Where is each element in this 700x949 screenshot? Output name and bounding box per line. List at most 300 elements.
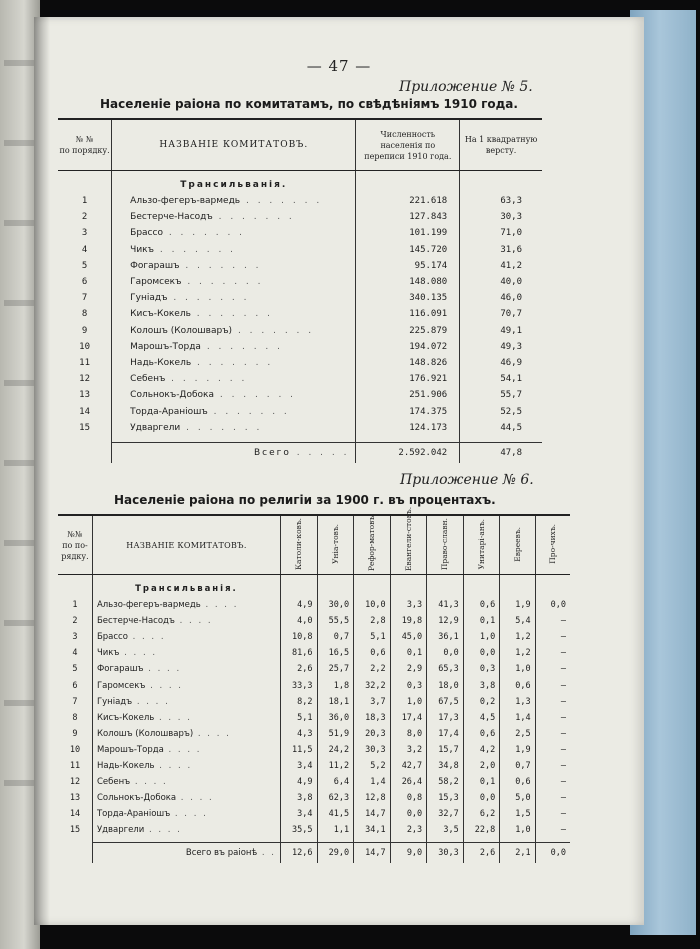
percent-value: 2,5	[500, 726, 535, 742]
percent-value: 0,8	[390, 790, 427, 806]
density-value: 49,3	[500, 341, 522, 352]
county-name-cell: Удваргели . . . .	[92, 822, 280, 838]
percent-value: 1,2	[500, 645, 535, 661]
table-row	[58, 242, 542, 258]
percent-value: 3,7	[354, 694, 391, 710]
county-name-cell: Надь-Кокель . . . .	[92, 758, 280, 774]
percent-value: 5,4	[500, 613, 535, 629]
total-percent-value: 30,3	[427, 843, 464, 864]
percent-value: 6,4	[317, 774, 354, 790]
county-name: Марошъ-Торда	[130, 341, 201, 352]
county-name: Гаромсекъ	[130, 277, 182, 288]
percent-value: 34,1	[354, 822, 391, 838]
percent-value: 1,3	[500, 694, 535, 710]
county-name-cell: Колошъ (Колошваръ) . . . . . . .	[112, 323, 356, 339]
percent-value: 41,3	[427, 597, 464, 613]
county-name-cell: Бестерче-Насодъ . . . . . . .	[112, 209, 356, 225]
table-row	[58, 306, 542, 322]
table-row	[58, 661, 570, 677]
percent-value: —	[560, 680, 566, 691]
county-name: Гуніадъ	[130, 293, 168, 304]
percent-value: 1,0	[390, 694, 427, 710]
appendix-6-label: Приложение № 6.	[400, 472, 534, 488]
population-value: 95.174	[356, 258, 460, 274]
population-value: 124.173	[356, 420, 460, 436]
percent-value: 1,5	[500, 806, 535, 822]
county-name-cell: Брассо . . . . . . .	[112, 225, 356, 241]
percent-value: 4,9	[280, 597, 317, 613]
percent-value: 51,9	[317, 726, 354, 742]
density-value: 63,3	[500, 196, 522, 207]
county-name: Колошъ (Колошваръ)	[130, 325, 233, 336]
percent-value: 32,2	[354, 677, 391, 693]
county-name-cell: Сольнокъ-Добока . . . .	[92, 790, 280, 806]
religion-column-label: Уніа-товъ.	[330, 524, 340, 564]
table-row	[58, 806, 570, 822]
percent-value: 25,7	[317, 661, 354, 677]
percent-value: 20,3	[354, 726, 391, 742]
percent-value: 67,5	[427, 694, 464, 710]
table-row	[58, 822, 570, 838]
county-name-cell: Торда-Араніошъ . . . .	[92, 806, 280, 822]
percent-value: 4,9	[280, 774, 317, 790]
county-name-cell: Фогарашъ . . . .	[92, 661, 280, 677]
density-value: 71,0	[500, 228, 522, 239]
percent-value: 58,2	[427, 774, 464, 790]
percent-value: 32,7	[427, 806, 464, 822]
table-row	[58, 387, 542, 403]
density-value: 46,9	[500, 357, 522, 368]
table5-total-row: Всего . . . . . 2.592.042 47,8	[58, 442, 542, 463]
county-name: Марошъ-Торда	[96, 744, 164, 755]
county-name: Себенъ	[96, 777, 131, 788]
row-number: 12	[58, 774, 92, 790]
table-row	[58, 258, 542, 274]
county-name: Фогарашъ	[130, 260, 180, 271]
county-name-cell: Гаромсекъ . . . .	[92, 677, 280, 693]
county-name-cell: Чикъ . . . . . . .	[112, 242, 356, 258]
table-row	[58, 613, 570, 629]
county-name-cell: Гуніадъ . . . .	[92, 694, 280, 710]
percent-value: 2,3	[390, 822, 427, 838]
population-value: 116.091	[356, 306, 460, 322]
row-number: 3	[58, 225, 112, 241]
row-number: 15	[58, 420, 112, 436]
density-value: 49,1	[500, 325, 522, 336]
row-number: 10	[58, 742, 92, 758]
percent-value: 3,8	[463, 677, 500, 693]
population-value: 251.906	[356, 387, 460, 403]
county-name-cell: Сольнокъ-Добока . . . . . . .	[112, 387, 356, 403]
percent-value: 1,4	[354, 774, 391, 790]
row-number: 5	[58, 661, 92, 677]
percent-value: 65,3	[427, 661, 464, 677]
row-number: 12	[58, 371, 112, 387]
percent-value: 0,6	[463, 726, 500, 742]
row-number: 9	[58, 726, 92, 742]
county-name-cell: Марошъ-Торда . . . .	[92, 742, 280, 758]
percent-value: —	[560, 777, 566, 788]
percent-value: —	[560, 793, 566, 804]
population-value: 221.618	[356, 193, 460, 209]
percent-value: 0,1	[463, 613, 500, 629]
percent-value: —	[560, 712, 566, 723]
row-number: 7	[58, 694, 92, 710]
percent-value: 3,2	[390, 742, 427, 758]
percent-value: 1,1	[317, 822, 354, 838]
county-name-cell: Себенъ . . . . . . .	[112, 371, 356, 387]
percent-value: 1,0	[500, 661, 535, 677]
percent-value: —	[560, 825, 566, 836]
percent-value: 17,4	[390, 710, 427, 726]
percent-value: 8,2	[280, 694, 317, 710]
county-name-cell: Надь-Кокель . . . . . . .	[112, 355, 356, 371]
religion-column-label: Евангели-стовъ.	[403, 506, 413, 571]
percent-value: 17,4	[427, 726, 464, 742]
header-density: На 1 квадратную версту.	[460, 119, 542, 171]
total-percent-value: 2,6	[463, 843, 500, 864]
county-name: Чикъ	[96, 648, 120, 659]
percent-value: —	[560, 809, 566, 820]
percent-value: 11,2	[317, 758, 354, 774]
percent-value: 18,1	[317, 694, 354, 710]
table-row	[58, 290, 542, 306]
row-number: 10	[58, 339, 112, 355]
county-name: Брассо	[96, 632, 128, 643]
percent-value: 15,3	[427, 790, 464, 806]
row-number: 14	[58, 403, 112, 419]
row-number: 2	[58, 613, 92, 629]
population-value: 225.879	[356, 323, 460, 339]
population-value: 174.375	[356, 403, 460, 419]
percent-value: —	[560, 744, 566, 755]
percent-value: 0,0	[550, 600, 566, 611]
religion-column-header	[427, 515, 464, 575]
row-number: 15	[58, 822, 92, 838]
religion-column-header	[280, 515, 317, 575]
row-number: 11	[58, 355, 112, 371]
appendix-5-label: Приложение № 5.	[399, 79, 533, 95]
total-population: 2.592.042	[356, 442, 460, 463]
county-name: Сольнокъ-Добока	[130, 390, 214, 401]
density-value: 31,6	[500, 244, 522, 255]
table-row	[58, 403, 542, 419]
county-name-cell: Марошъ-Торда . . . . . . .	[112, 339, 356, 355]
percent-value: —	[560, 760, 566, 771]
percent-value: 10,0	[354, 597, 391, 613]
total-density: 47,8	[460, 442, 542, 463]
percent-value: 5,1	[354, 629, 391, 645]
religion-column-header	[463, 515, 500, 575]
table-row	[58, 597, 570, 613]
percent-value: 81,6	[280, 645, 317, 661]
row-number: 8	[58, 306, 112, 322]
table-row	[58, 274, 542, 290]
percent-value: 2,9	[390, 661, 427, 677]
county-name-cell: Фогарашъ . . . . . . .	[112, 258, 356, 274]
religion-column-label: Евреевъ.	[512, 526, 522, 562]
percent-value: 0,0	[463, 790, 500, 806]
header-number: №№ по по- рядку.	[58, 515, 92, 575]
percent-value: —	[560, 616, 566, 627]
percent-value: 12,8	[354, 790, 391, 806]
percent-value: 4,2	[463, 742, 500, 758]
county-name: Кисъ-Кокель	[96, 712, 155, 723]
header-number: № № по порядку.	[58, 119, 112, 171]
percent-value: 62,3	[317, 790, 354, 806]
row-number: 14	[58, 806, 92, 822]
percent-value: 0,1	[463, 774, 500, 790]
percent-value: 11,5	[280, 742, 317, 758]
county-name: Сольнокъ-Добока	[96, 793, 177, 804]
table5-title: Населеніе раіона по комитатамъ, по свѣдѣніямъ 1910 года.	[100, 97, 518, 111]
table-row	[58, 629, 570, 645]
row-number: 7	[58, 290, 112, 306]
religion-column-label: Рефор-матовъ.	[367, 513, 377, 571]
table-row	[58, 742, 570, 758]
county-name: Бестерче-Насодъ	[130, 212, 213, 223]
percent-value: 1,2	[500, 629, 535, 645]
density-value: 30,3	[500, 212, 522, 223]
county-name-cell: Кисъ-Кокель . . . .	[92, 710, 280, 726]
table-row	[58, 225, 542, 241]
percent-value: 19,8	[390, 613, 427, 629]
percent-value: 0,0	[427, 645, 464, 661]
percent-value: 16,5	[317, 645, 354, 661]
percent-value: 36,0	[317, 710, 354, 726]
religion-column-header	[317, 515, 354, 575]
county-name: Надь-Кокель	[130, 357, 192, 368]
table-row	[58, 645, 570, 661]
population-value: 340.135	[356, 290, 460, 306]
percent-value: 22,8	[463, 822, 500, 838]
percent-value: 4,3	[280, 726, 317, 742]
percent-value: 35,5	[280, 822, 317, 838]
percent-value: 0,7	[500, 758, 535, 774]
percent-value: 42,7	[390, 758, 427, 774]
percent-value: 0,6	[500, 677, 535, 693]
table-row	[58, 790, 570, 806]
percent-value: 1,8	[317, 677, 354, 693]
religion-column-label: Право-славн.	[440, 517, 450, 571]
county-name: Себенъ	[130, 374, 166, 385]
percent-value: 0,7	[317, 629, 354, 645]
table-row	[58, 355, 542, 371]
percent-value: —	[560, 648, 566, 659]
county-name: Колошъ (Колошваръ)	[96, 728, 194, 739]
county-name: Удваргели	[96, 825, 145, 836]
religion-column-label: Про-чихъ.	[548, 524, 558, 564]
row-number: 3	[58, 629, 92, 645]
table6-title: Населеніе раіона по религіи за 1900 г. въ процентахъ.	[114, 493, 496, 507]
percent-value: 17,3	[427, 710, 464, 726]
percent-value: 10,8	[280, 629, 317, 645]
percent-value: 34,8	[427, 758, 464, 774]
population-value: 145.720	[356, 242, 460, 258]
percent-value: —	[560, 728, 566, 739]
total-percent-value: 2,1	[500, 843, 535, 864]
percent-value: 5,2	[354, 758, 391, 774]
percent-value: 2,0	[463, 758, 500, 774]
row-number: 1	[58, 597, 92, 613]
percent-value: 3,5	[427, 822, 464, 838]
county-name-cell: Брассо . . . .	[92, 629, 280, 645]
county-name: Брассо	[130, 228, 163, 239]
percent-value: 2,6	[280, 661, 317, 677]
percent-value: 3,8	[280, 790, 317, 806]
county-name-cell: Колошъ (Колошваръ) . . . .	[92, 726, 280, 742]
population-value: 127.843	[356, 209, 460, 225]
percent-value: 1,9	[500, 742, 535, 758]
percent-value: 8,0	[390, 726, 427, 742]
percent-value: 1,0	[463, 629, 500, 645]
header-county-name: НАЗВАНІЕ КОМИТАТОВЪ.	[112, 119, 356, 171]
table6-total-row: Всего въ раіонѣ . . 12,6 29,0 14,7 9,0 30,3 2,6 2,1 0,0	[58, 843, 570, 864]
county-name: Торда-Араніошъ	[130, 406, 208, 417]
county-name: Надь-Кокель	[96, 760, 155, 771]
density-value: 40,0	[500, 277, 522, 288]
density-value: 70,7	[500, 309, 522, 320]
county-name-cell: Альзо-фегеръ-вармедь . . . . . . .	[112, 193, 356, 209]
total-percent-value: 9,0	[390, 843, 427, 864]
county-name: Кисъ-Кокель	[130, 309, 191, 320]
percent-value: 1,9	[500, 597, 535, 613]
table-row	[58, 694, 570, 710]
county-name: Удваргели	[130, 422, 181, 433]
percent-value: 5,1	[280, 710, 317, 726]
table-row	[58, 209, 542, 225]
population-by-county-table	[58, 118, 542, 463]
percent-value: 6,2	[463, 806, 500, 822]
table-row	[58, 371, 542, 387]
density-value: 41,2	[500, 260, 522, 271]
percent-value: 2,2	[354, 661, 391, 677]
total-percent-value: 14,7	[354, 843, 391, 864]
row-number: 4	[58, 242, 112, 258]
percent-value: 0,1	[390, 645, 427, 661]
row-number: 11	[58, 758, 92, 774]
religion-column-label: Католи-ковъ.	[294, 518, 304, 570]
row-number: 4	[58, 645, 92, 661]
religion-column-header	[354, 515, 391, 575]
population-value: 148.826	[356, 355, 460, 371]
county-name-cell: Гаромсекъ . . . . . . .	[112, 274, 356, 290]
table-row	[58, 677, 570, 693]
percent-value: 0,6	[463, 597, 500, 613]
book-page	[34, 17, 644, 925]
region-heading: Трансильванія.	[92, 575, 280, 598]
total-percent-value: 12,6	[280, 843, 317, 864]
percent-value: 0,3	[463, 661, 500, 677]
percent-value: 0,0	[390, 806, 427, 822]
table-row	[58, 420, 542, 436]
county-name-cell: Удваргели . . . . . . .	[112, 420, 356, 436]
row-number: 6	[58, 274, 112, 290]
population-value: 176.921	[356, 371, 460, 387]
population-value: 148.080	[356, 274, 460, 290]
percent-value: 55,5	[317, 613, 354, 629]
total-percent-value: 0,0	[535, 843, 570, 864]
percent-value: 0,2	[463, 694, 500, 710]
percent-value: 36,1	[427, 629, 464, 645]
percent-value: 33,3	[280, 677, 317, 693]
row-number: 8	[58, 710, 92, 726]
county-name: Гуніадъ	[96, 696, 133, 707]
row-number: 13	[58, 387, 112, 403]
table-row	[58, 758, 570, 774]
county-name-cell: Бестерче-Насодъ . . . .	[92, 613, 280, 629]
total-label: Всего	[253, 447, 291, 458]
county-name: Альзо-фегеръ-вармедь	[96, 600, 201, 611]
percent-value: 26,4	[390, 774, 427, 790]
percent-value: 18,0	[427, 677, 464, 693]
percent-value: 2,8	[354, 613, 391, 629]
percent-value: —	[560, 664, 566, 675]
density-value: 54,1	[500, 374, 522, 385]
header-population: Численность населенія по переписи 1910 года.	[356, 119, 460, 171]
population-value: 101.199	[356, 225, 460, 241]
density-value: 52,5	[500, 406, 522, 417]
page-gutter-shadow	[34, 17, 50, 925]
percent-value: 1,4	[500, 710, 535, 726]
percent-value: 30,0	[317, 597, 354, 613]
percent-value: 0,6	[500, 774, 535, 790]
table-row	[58, 726, 570, 742]
percent-value: 3,3	[390, 597, 427, 613]
percent-value: 15,7	[427, 742, 464, 758]
county-name-cell: Гуніадъ . . . . . . .	[112, 290, 356, 306]
percent-value: 1,0	[500, 822, 535, 838]
table-row	[58, 193, 542, 209]
population-value: 194.072	[356, 339, 460, 355]
page-number: — 47 —	[306, 57, 372, 75]
total-percent-value: 29,0	[317, 843, 354, 864]
county-name: Торда-Араніошъ	[96, 809, 171, 820]
percent-value: 45,0	[390, 629, 427, 645]
percent-value: 14,7	[354, 806, 391, 822]
county-name: Фогарашъ	[96, 664, 144, 675]
row-number: 13	[58, 790, 92, 806]
table-row	[58, 774, 570, 790]
county-name-cell: Альзо-фегеръ-вармедь . . . .	[92, 597, 280, 613]
percent-value: 3,4	[280, 806, 317, 822]
percent-value: 12,9	[427, 613, 464, 629]
county-name-cell: Торда-Араніошъ . . . . . . .	[112, 403, 356, 419]
percent-value: 30,3	[354, 742, 391, 758]
percent-value: —	[560, 696, 566, 707]
table-row	[58, 710, 570, 726]
percent-value: 0,3	[390, 677, 427, 693]
percent-value: 41,5	[317, 806, 354, 822]
county-name: Бестерче-Насодъ	[96, 616, 175, 627]
percent-value: 4,5	[463, 710, 500, 726]
county-name: Гаромсекъ	[96, 680, 146, 691]
density-value: 46,0	[500, 293, 522, 304]
county-name: Альзо-фегеръ-вармедь	[130, 196, 241, 207]
percent-value: 4,0	[280, 613, 317, 629]
density-value: 44,5	[500, 422, 522, 433]
row-number: 5	[58, 258, 112, 274]
table-row	[58, 323, 542, 339]
region-heading: Трансильванія.	[112, 171, 356, 194]
total-label: Всего въ раіонѣ	[185, 848, 258, 859]
county-name-cell: Чикъ . . . .	[92, 645, 280, 661]
religion-column-header	[535, 515, 570, 575]
county-name-cell: Кисъ-Кокель . . . . . . .	[112, 306, 356, 322]
religion-column-header	[390, 506, 427, 575]
table-row	[58, 339, 542, 355]
county-name-cell: Себенъ . . . .	[92, 774, 280, 790]
